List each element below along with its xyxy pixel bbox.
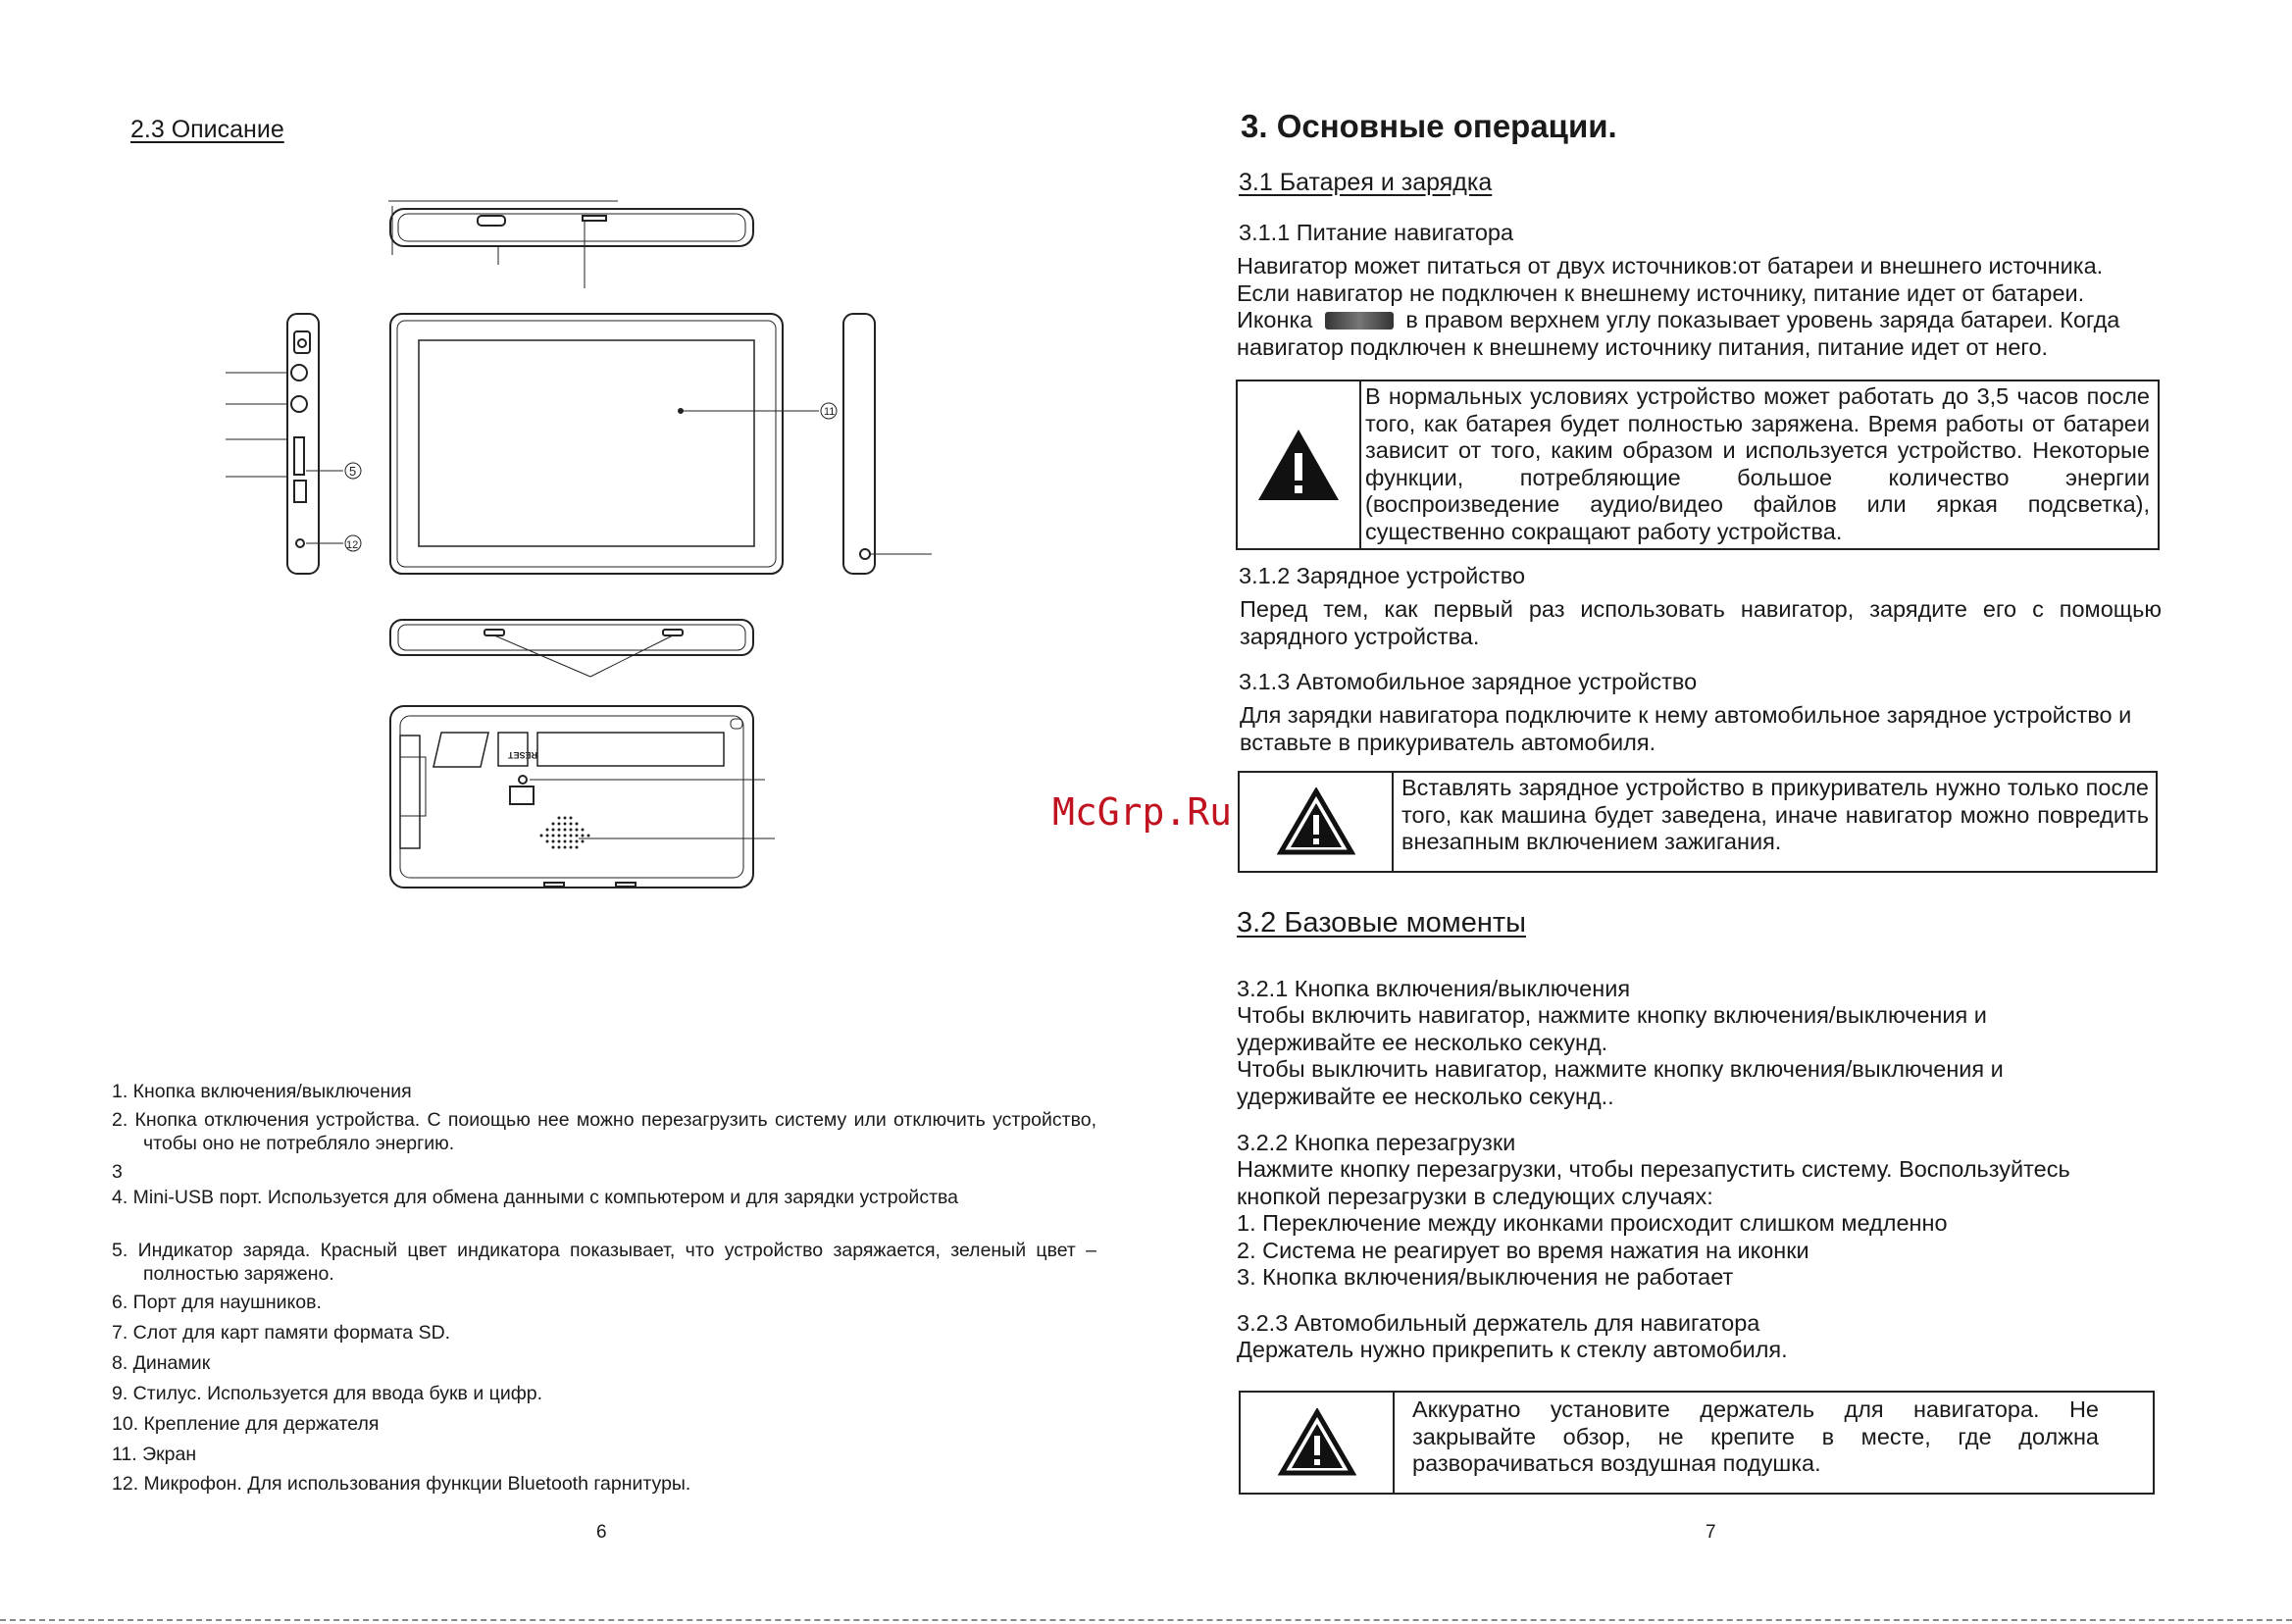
chapter-title: 3. Основные операции. [1241, 108, 1617, 144]
text-fragment: Иконка [1237, 307, 1313, 332]
callout-12: 12 [346, 539, 359, 551]
device-back-view [390, 706, 775, 888]
list-item: 8. Динамик [112, 1352, 211, 1374]
paragraph-charger: Перед тем, как первый раз использовать навигатор, зарядите его с помощью зарядного устройства. [1240, 596, 2162, 649]
page-number-right: 7 [1706, 1522, 1716, 1543]
list-item: 3 [112, 1161, 123, 1183]
paragraph-holder: Держатель нужно прикрепить к стеклу автомобиля. [1237, 1337, 1788, 1362]
subsection-title-3-1-2: 3.1.2 Зарядное устройство [1239, 563, 1526, 588]
reset-label: RESET [507, 750, 537, 760]
list-item: 4. Mini-USB порт. Используется для обмена данными с компьютером и для зарядки устройства [112, 1187, 958, 1208]
list-item: 11. Экран [112, 1444, 197, 1465]
list-item: 5. Индикатор заряда. Красный цвет индикатора показывает, что устройство заряжается, зеленый цвет – полностью заряжено. [112, 1240, 1096, 1285]
device-right-view [843, 314, 932, 574]
list-item: 7. Слот для карт памяти формата SD. [112, 1322, 451, 1344]
text-line: 3. Кнопка включения/выключения не работает [1237, 1264, 1734, 1290]
section-title-3-1: 3.1 Батарея и зарядка [1239, 169, 1493, 196]
subsection-title-3-2-3: 3.2.3 Автомобильный держатель для навигатора [1237, 1310, 1760, 1336]
warning-box-holder [1239, 1391, 2155, 1495]
list-item: 10. Крепление для держателя [112, 1413, 380, 1435]
subsection-title-3-2-2: 3.2.2 Кнопка перезагрузки [1237, 1130, 1516, 1155]
subsection-title-3-1-1: 3.1.1 Питание навигатора [1239, 220, 1514, 245]
text-line: удерживайте ее несколько секунд. [1237, 1029, 1608, 1055]
list-item: 12. Микрофон. Для использования функции Bluetooth гарнитуры. [112, 1473, 691, 1495]
list-item: 6. Порт для наушников. [112, 1292, 322, 1313]
page-bottom-rule [0, 1619, 2292, 1621]
text-line: Чтобы выключить навигатор, нажмите кнопку включения/выключения и [1237, 1056, 2004, 1082]
paragraph-car-charger: Для зарядки навигатора подключите к нему автомобильное зарядное устройство и вставьте в прикуриватель автомобиля. [1240, 702, 2132, 755]
warning-box-battery [1236, 380, 2160, 550]
device-front-view [390, 314, 837, 574]
section-title-3-2: 3.2 Базовые моменты [1237, 907, 1527, 939]
page-number-left: 6 [596, 1522, 607, 1543]
device-left-view [226, 314, 361, 574]
warning-text: Вставлять зарядное устройство в прикуриватель нужно только после того, как машина будет заведена, иначе навигатор можно повредить внезапным включением зажигания. [1401, 775, 2149, 854]
paragraph-power [1237, 253, 2168, 361]
text-line: навигатор подключен к внешнему источнику питания, питание идет от него. [1237, 333, 2049, 360]
watermark: McGrp.Ru [1052, 790, 1233, 834]
text-line: Навигатор может питаться от двух источников:от батареи и внешнего источника. [1237, 253, 2104, 279]
text-fragment: в правом верхнем углу показывает уровень заряда батареи. Когда [1405, 307, 2120, 332]
text-line: кнопкой перезагрузки в следующих случаях: [1237, 1183, 1713, 1209]
list-item: 2. Кнопка отключения устройства. С поиощью нее можно перезагрузить систему или отключить устройство, чтобы оно не потребляло энергию. [112, 1109, 1096, 1154]
device-bottom-view [390, 620, 753, 677]
warning-icon [1277, 787, 1355, 856]
device-diagram [226, 186, 951, 1040]
subsection-title-3-2-1: 3.2.1 Кнопка включения/выключения [1237, 976, 1631, 1001]
paragraph-reset-button [1237, 1156, 2178, 1292]
device-top-view [388, 201, 753, 288]
text-line: Чтобы включить навигатор, нажмите кнопку включения/выключения и [1237, 1002, 1987, 1028]
warning-icon [1254, 426, 1343, 504]
text-line: Если навигатор не подключен к внешнему источнику, питание идет от батареи. [1237, 279, 2085, 306]
paragraph-power-button [1237, 1002, 2178, 1110]
warning-text: В нормальных условиях устройство может работать до 3,5 часов после того, как батарея будет полностью заряжена. Время работы от батареи зависит от того, каким образом и используется устройство. Некоторые функции, потребляющие большое количество энергии (воспроизведение аудио/видео файлов или яркая подсветка), существенно сокращают работу устройства. [1365, 383, 2150, 544]
callout-5: 5 [349, 464, 357, 479]
subsection-title-3-1-3: 3.1.3 Автомобильное зарядное устройство [1239, 669, 1698, 694]
text-line: Нажмите кнопку перезагрузки, чтобы перезапустить систему. Воспользуйтесь [1237, 1156, 2070, 1182]
warning-text: Аккуратно установите держатель для навигатора. Не закрывайте обзор, не крепите в месте, где должна разворачиваться воздушная подушка. [1412, 1396, 2099, 1476]
text-line: удерживайте ее несколько секунд.. [1237, 1083, 1614, 1109]
list-item: 9. Стилус. Используется для ввода букв и цифр. [112, 1383, 543, 1404]
text-line [1237, 307, 2168, 334]
list-item: 1. Кнопка включения/выключения [112, 1081, 412, 1102]
text-line: 2. Система не реагирует во время нажатия на иконки [1237, 1237, 1809, 1263]
text-line: 1. Переключение между иконками происходит слишком медленно [1237, 1210, 1948, 1236]
callout-11: 11 [824, 406, 836, 418]
warning-icon [1278, 1408, 1356, 1477]
warning-box-car-charger [1238, 771, 2158, 873]
battery-icon [1325, 312, 1394, 330]
section-title-2-3: 2.3 Описание [130, 116, 284, 143]
